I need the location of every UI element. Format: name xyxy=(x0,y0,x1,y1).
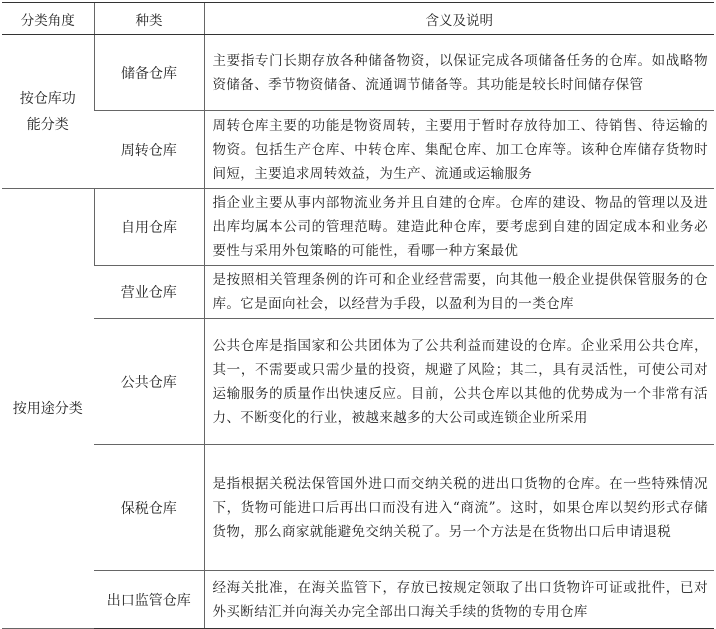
type-cell: 储备仓库 xyxy=(94,35,204,111)
type-cell: 自用仓库 xyxy=(94,189,204,266)
type-cell: 周转仓库 xyxy=(94,111,204,189)
table-row xyxy=(2,445,714,571)
description-cell: 主要指专门长期存放各种储备物资，以保证完成各项储备任务的仓库。如战略物资储备、季节物资储备、流通调节储备等。其功能是较长时间储存保管 xyxy=(204,35,714,111)
type-cell: 出口监管仓库 xyxy=(94,571,204,629)
table-row xyxy=(2,571,714,629)
category-cell-usage: 按用途分类 xyxy=(2,189,94,629)
category-label: 按仓库功能分类 xyxy=(19,90,76,133)
table-row xyxy=(2,266,714,319)
description-cell: 周转仓库主要的功能是物资周转，主要用于暂时存放待加工、待销售、待运输的物资。包括生产仓库、中转仓库、集配仓库、加工仓库等。该种仓库储存货物时间短，主要追求周转效益，为生产、流通或运输服务 xyxy=(204,111,714,189)
description-cell: 是指根据关税法保管国外进口而交纳关税的进出口货物的仓库。在一些特殊情况下，货物可能进口后再出口而没有进入“商流”。这时，如果仓库以契约形式存储货物，那么商家就能避免交纳关税了。另一个方法是在货物出口后申请退税 xyxy=(204,445,714,571)
header-type: 种类 xyxy=(94,3,204,35)
category-cell-function xyxy=(2,35,94,189)
table-row xyxy=(2,111,714,189)
description-cell: 经海关批准，在海关监管下，存放已按规定领取了出口货物许可证或批件，已对外买断结汇并向海关办完全部出口海关手续的货物的专用仓库 xyxy=(204,571,714,629)
header-description: 含义及说明 xyxy=(204,3,714,35)
description-cell: 公共仓库是指国家和公共团体为了公共利益而建设的仓库。企业采用公共仓库，其一，不需要或只需少量的投资，规避了风险；其二，具有灵活性，可使公司对运输服务的质量作出快速反应。目前，公共仓库以其他的优势成为一个非常有活力、不断变化的行业，被越来越多的大公司或连锁企业所采用 xyxy=(204,319,714,445)
description-cell: 指企业主要从事内部物流业务并且自建的仓库。仓库的建设、物品的管理以及进出库均属本公司的管理范畴。建造此种仓库，要考虑到自建的固定成本和业务必要性与采用外包策略的可能性，看哪一种方案最优 xyxy=(204,189,714,266)
table-header-row xyxy=(2,3,714,35)
type-cell: 公共仓库 xyxy=(94,319,204,445)
table-row xyxy=(2,319,714,445)
table-row xyxy=(2,35,714,111)
description-cell: 是按照相关管理条例的许可和企业经营需要，向其他一般企业提供保管服务的仓库。它是面向社会，以经营为手段，以盈利为目的一类仓库 xyxy=(204,266,714,319)
table-row xyxy=(2,189,714,266)
warehouse-classification-table xyxy=(2,2,714,629)
type-cell: 营业仓库 xyxy=(94,266,204,319)
type-cell: 保税仓库 xyxy=(94,445,204,571)
header-category: 分类角度 xyxy=(2,3,94,35)
